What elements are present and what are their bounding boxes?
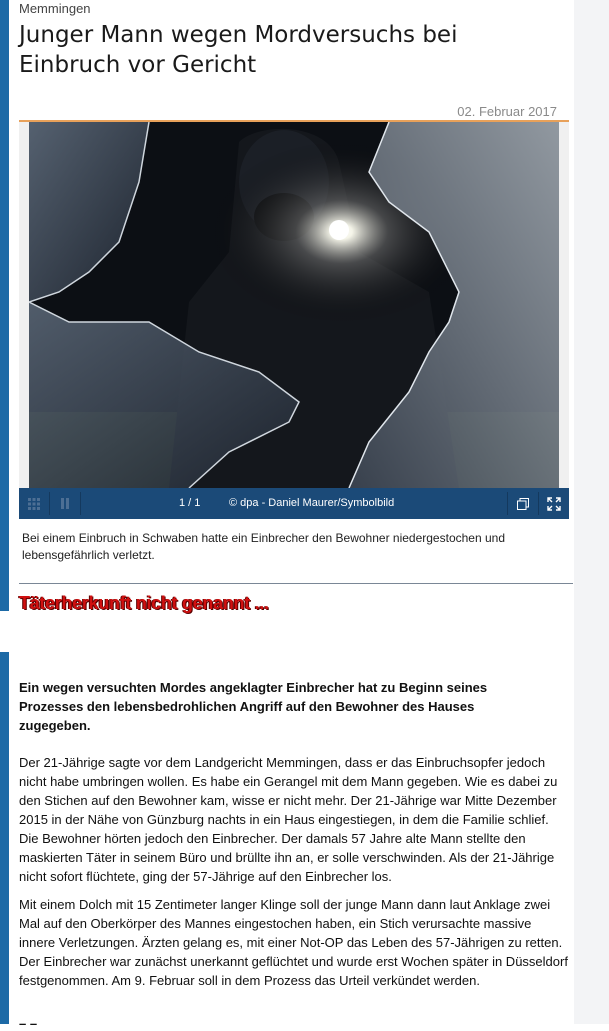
gallery-toolbar [19, 488, 569, 519]
article-paragraph-1: Der 21-Jährige sagte vor dem Landgericht Memmingen, dass er das Einbruchsopfer jedoch nicht habe umbringen wollen. Es habe ein Gerangel mit dem Mann gegeben. Wie es dabei zu den Stichen auf den Bewohner kam, wisse er nicht mehr. Der 21-Jährige war Mitte Dezember 2015 in der Nähe von Günzburg nachts in ein Haus eingestiegen, in dem die Familie schlief. Die Bewohner hörten jedoch den Einbrecher. Der damals 57 Jahre alte Mann stellte den maskierten Täter in seinem Büro und brüllte ihn an, er solle verschwinden. Als der 21-Jährige nicht sofort flüchtete, ging der 57-Jährige auf den Einbrecher los. [19, 755, 558, 884]
gallery-icon[interactable] [508, 488, 538, 519]
image-credit: © dpa - Daniel Maurer/Symbolbild [229, 497, 395, 509]
fullscreen-icon[interactable] [539, 488, 569, 519]
right-gutter [574, 0, 609, 1024]
article-continuation: – – [19, 1016, 38, 1031]
left-accent-bar [0, 0, 9, 611]
caption-divider [19, 583, 573, 584]
pause-icon[interactable] [50, 488, 80, 519]
left-accent-bar-lower [0, 652, 9, 1024]
publish-date: 02. Februar 2017 [457, 104, 557, 119]
image-counter: 1 / 1 [179, 497, 201, 509]
image-gallery [19, 122, 569, 519]
article-paragraph-2: Mit einem Dolch mit 15 Zentimeter langer Klinge soll der junge Mann dann laut Anklage zwei Mal auf den Oberkörper des Mannes eingestochen haben, ein Stich verursachte massive innere Verletzungen. Ärzten gelang es, mit einer Not-OP das Leben des 57-Jährigen zu retten. Der Einbrecher war zunächst unerkannt geflüchtet und wurde erst Wochen später in Düsseldorf festgenommen. Am 9. Februar soll in dem Prozess das Urteil verkündet werden. [19, 897, 568, 988]
article-location: Memmingen [19, 1, 91, 16]
article-lead: Ein wegen versuchten Mordes angeklagter Einbrecher hat zu Beginn seines Prozesses den lebensbedrohlichen Angriff auf den Bewohner des Hauses zugegeben. [19, 680, 488, 733]
overlay-stamp: Täterherkunft nicht genannt ... [19, 593, 269, 613]
article-title: Junger Mann wegen Mordversuchs bei Einbruch vor Gericht [19, 22, 458, 78]
image-caption: Bei einem Einbruch in Schwaben hatte ein Einbrecher den Bewohner niedergestochen und lebensgefährlich verletzt. [22, 531, 505, 562]
article-photo[interactable] [29, 122, 559, 488]
grid-icon[interactable] [19, 488, 49, 519]
toolbar-separator [80, 492, 81, 515]
